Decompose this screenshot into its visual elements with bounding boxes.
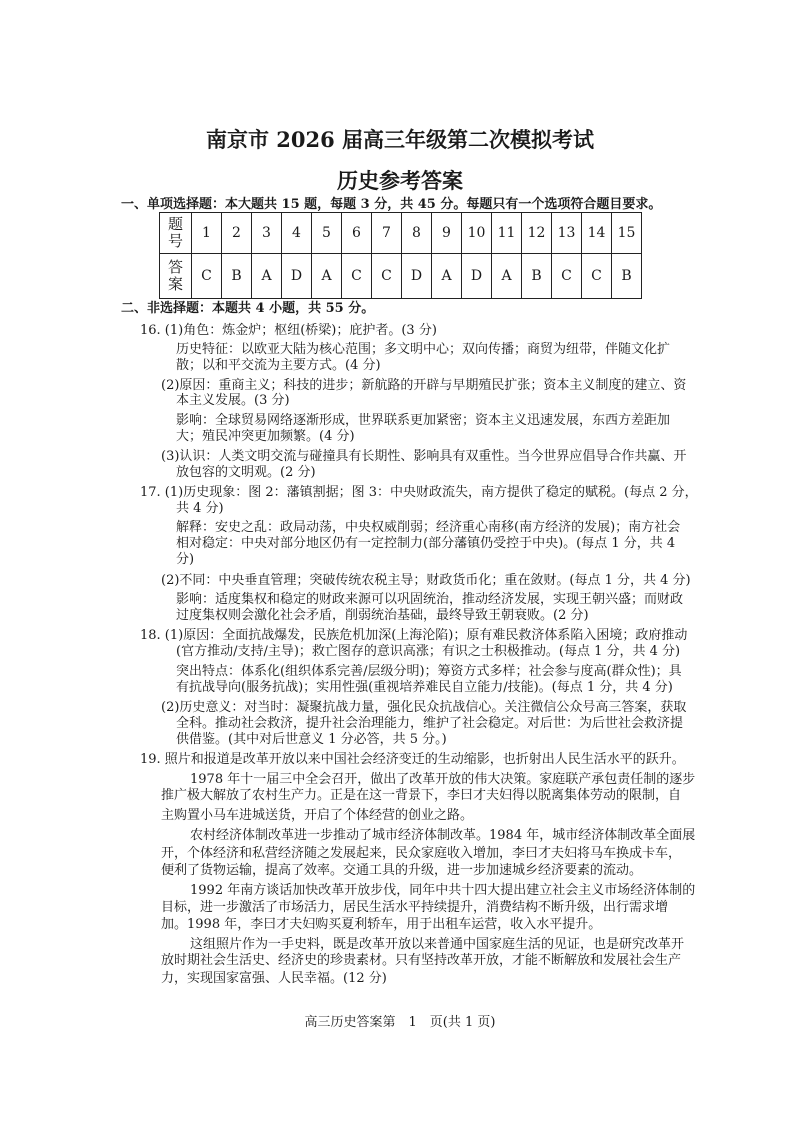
answer-cell: A: [312, 254, 342, 299]
question-number: 13: [552, 213, 582, 254]
answer-line: 过度集权则会激化社会矛盾，削弱统治基础，最终导致王朝衰败。(2 分): [176, 608, 589, 623]
answer-line: 影响：全球贸易网络逐渐形成，世界联系更加紧密；资本主义迅速发展，东西方差距加: [176, 413, 671, 428]
answer-line: 影响：适度集权和稳定的财政来源可以巩固统治，推动经济发展，实现王朝兴盛；而财政: [176, 592, 684, 607]
answer-line: 目标，进一步激活了市场活力，居民生活水平持续提升，消费结构不断升级，出行需求增: [161, 900, 669, 915]
table-row-numbers: [160, 213, 642, 254]
answer-line: 有抗战导向(服务抗战)；实用性强(重视培养难民自立能力/技能)。(每点 1 分，共 4 分): [176, 680, 673, 695]
answer-line: 便利了货物运输，提高了效率。交通工具的升级，进一步加速城乡经济要素的流动。: [161, 863, 643, 878]
answer-cell: C: [552, 254, 582, 299]
question-number: 7: [372, 213, 402, 254]
question-number: 4: [282, 213, 312, 254]
question-number: 2: [222, 213, 252, 254]
answer-line: 开，个体经济和私营经济随之发展起来，民众家庭收入增加，李曰才夫妇将马车换成卡车，: [161, 846, 682, 861]
answer-cell: B: [612, 254, 642, 299]
question-number: 5: [312, 213, 342, 254]
answer-line: (2)历史意义：对当时：凝聚抗战力量，强化民众抗战信心。关注微信公众号高三答案，获取: [161, 700, 687, 715]
answer-line: 供借鉴。(其中对后世意义 1 分必答，共 5 分。): [176, 732, 447, 747]
answer-line: 散；以和平交流为主要方式。(4 分): [176, 358, 381, 373]
answer-line: 1992 年南方谈话加快改革开放步伐，同年中共十四大提出建立社会主义市场经济体制的: [190, 883, 696, 898]
answer-line: 放时期社会生活史、经济史的珍贵素材。只有坚持改革开放，才能不断解放和发展社会生产: [161, 953, 682, 968]
row-head-label: 题号: [167, 215, 183, 250]
answer-line: 17. (1)历史现象：图 2：藩镇割据；图 3：中央财政流失，南方提供了稳定的赋税。(每点 2 分，: [140, 485, 698, 500]
question-number: 3: [252, 213, 282, 254]
answer-line: (3)认识：人类文明交流与碰撞具有长期性、影响具有双重性。当今世界应倡导合作共赢、开: [161, 449, 687, 464]
answer-cell: C: [192, 254, 222, 299]
answer-line: 这组照片作为一手史料，既是改革开放以来普通中国家庭生活的见证，也是研究改革开: [190, 937, 685, 952]
answer-line: 16. (1)角色：炼金炉；枢纽(桥梁)；庇护者。(3 分): [140, 323, 437, 338]
answer-line: (2)不同：中央垂直管理；突破传统农税主导；财政货币化；重在敛财。(每点 1 分，共 4 分): [161, 573, 691, 588]
answer-line: 相对稳定：中央对部分地区仍有一定控制力(部分藩镇仍受控于中央)。(每点 1 分，共 4: [176, 536, 676, 551]
answer-cell: A: [492, 254, 522, 299]
answer-line: 历史特征：以欧亚大陆为核心范围；多文明中心；双向传播；商贸为纽带，伴随文化扩: [176, 342, 671, 357]
page-footer: 高三历史答案第 1 页(共 1 页): [304, 1015, 496, 1030]
question-number: 12: [522, 213, 552, 254]
question-number: 11: [492, 213, 522, 254]
answer-line: 大；殖民冲突更加频繁。(4 分): [176, 429, 355, 444]
answer-cell: B: [222, 254, 252, 299]
question-number: 10: [462, 213, 492, 254]
section2-heading: 二、非选择题：本题共 4 小题，共 55 分。: [121, 301, 375, 316]
table-row-answers: [160, 254, 642, 299]
answer-line: 共 4 分): [176, 501, 224, 516]
answer-cell: B: [522, 254, 552, 299]
answer-line: (2)原因：重商主义；科技的进步；新航路的开辟与早期殖民扩张；资本主义制度的建立、资: [161, 378, 687, 393]
question-number: 8: [402, 213, 432, 254]
section1-heading: 一、单项选择题：本大题共 15 题，每题 3 分，共 45 分。每题只有一个选项符合题目要求。: [121, 197, 662, 212]
row-head-label: 答案: [167, 258, 183, 293]
answer-cell: D: [462, 254, 492, 299]
answer-line: 加。1998 年，李曰才夫妇购买夏利轿车，用于出租车运营，收入水平提升。: [161, 917, 602, 932]
answer-line: (官方推动/支持/主导)；救亡图存的意识高涨；有识之士积极推动。(每点 1 分，共 4 分): [176, 644, 681, 659]
answer-line: 19. 照片和报道是改革开放以来中国社会经济变迁的生动缩影，也折射出人民生活水平的跃升。: [140, 752, 685, 767]
answer-line: 本主义发展。(3 分): [176, 393, 290, 408]
question-number: 9: [432, 213, 462, 254]
answer-line: 18. (1)原因：全面抗战爆发，民族危机加深(上海沦陷)；原有难民救济体系陷入困境；政府推动: [140, 628, 688, 643]
answer-line: 解释：安史之乱：政局动荡，中央权威削弱；经济重心南移(南方经济的发展)；南方社会: [176, 520, 681, 535]
question-number: 15: [612, 213, 642, 254]
row-head-answer: [160, 254, 192, 299]
question-number: 14: [582, 213, 612, 254]
answer-line: 1978 年十一届三中全会召开，做出了改革开放的伟大决策。家庭联产承包责任制的逐步: [190, 772, 696, 787]
answer-line: 分): [176, 552, 195, 567]
answer-table: [159, 212, 642, 299]
answer-cell: A: [432, 254, 462, 299]
row-head-number: [160, 213, 192, 254]
answer-cell: C: [372, 254, 402, 299]
answer-cell: D: [282, 254, 312, 299]
question-number: 6: [342, 213, 372, 254]
answer-line: 放包容的文明观。(2 分): [176, 465, 316, 480]
answer-cell: C: [582, 254, 612, 299]
page-title: 南京市 2026 届高三年级第二次模拟考试: [205, 127, 595, 152]
answer-cell: D: [402, 254, 432, 299]
page-subtitle: 历史参考答案: [337, 168, 463, 193]
answer-line: 农村经济体制改革进一步推动了城市经济体制改革。1984 年，城市经济体制改革全面展: [190, 828, 696, 843]
answer-cell: A: [252, 254, 282, 299]
answer-line: 推广极大解放了农村生产力。正是在这一背景下，李曰才夫妇得以脱离集体劳动的限制，自: [161, 788, 682, 803]
answer-line: 全科。推动社会救济，提升社会治理能力，维护了社会稳定。对后世：为后世社会救济提: [176, 716, 684, 731]
answer-line: 主购置小马车进城送货，开启了个体经营的创业之路。: [161, 808, 474, 823]
question-number: 1: [192, 213, 222, 254]
answer-line: 突出特点：体系化(组织体系完善/层级分明)；筹资方式多样；社会参与度高(群众性)；具: [176, 664, 682, 679]
answer-cell: C: [342, 254, 372, 299]
answer-line: 力，实现国家富强、人民幸福。(12 分): [161, 971, 387, 986]
